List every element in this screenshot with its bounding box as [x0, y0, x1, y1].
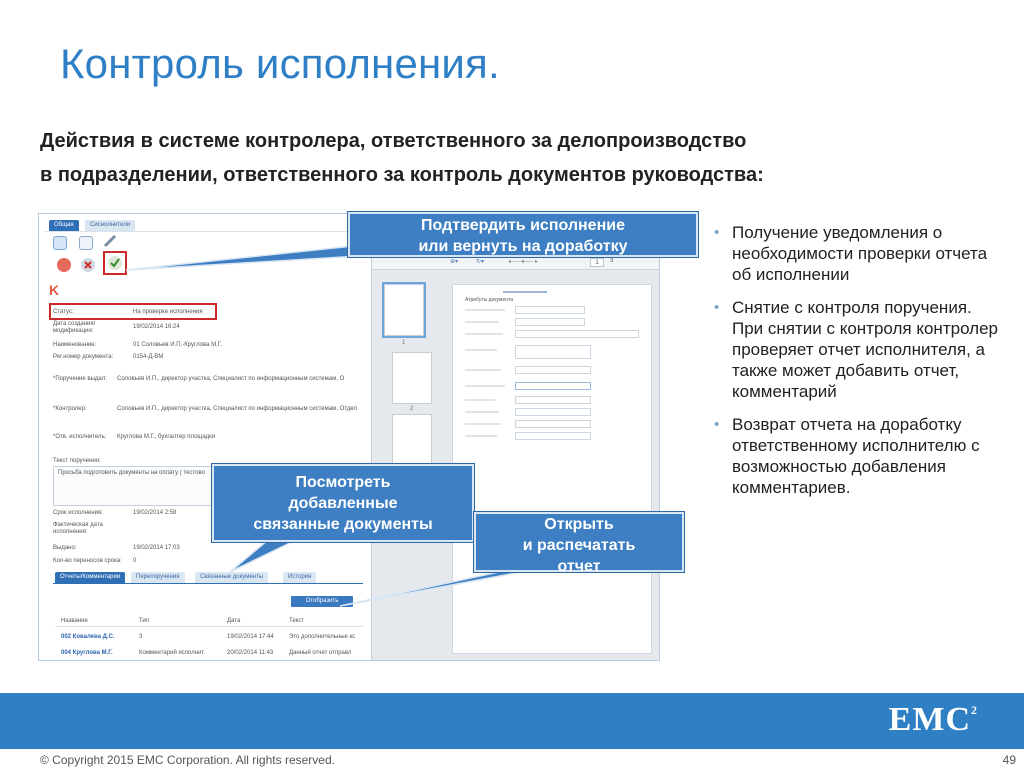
bullet-item	[712, 297, 1002, 402]
report-link[interactable]: 004 Круглова М.Г.	[61, 650, 113, 656]
callout-line: Открыть	[544, 516, 614, 533]
field-label: *Отв. исполнитель:	[53, 434, 107, 440]
field-value: 0	[133, 558, 137, 564]
callout-line: Подтвердить исполнение	[421, 217, 625, 234]
callout-line: отчет	[557, 558, 601, 575]
zoom-slider[interactable]: ◂ ──●── ▸	[508, 259, 538, 265]
logo-text: EMC	[888, 701, 971, 738]
page-total: 3	[610, 258, 614, 264]
page-heading: Атрибуты документа	[465, 297, 513, 303]
copyright: © Copyright 2015 EMC Corporation. All rights reserved.	[40, 753, 335, 767]
zoom-icon[interactable]: ⊕▾	[450, 259, 459, 265]
field-value: 19/02/2014 16:24	[133, 324, 180, 330]
table-header: Текст	[289, 618, 305, 624]
return-icon[interactable]	[81, 258, 95, 272]
table-cell: 20/02/2014 11:43	[227, 650, 274, 656]
slide-title: Контроль исполнения.	[60, 40, 500, 87]
rotate-icon[interactable]: ↻▾	[476, 259, 485, 265]
remove-control-icon[interactable]	[57, 258, 71, 272]
page-thumbnail[interactable]	[392, 352, 432, 404]
field-label: Кол-во переносов срока:	[53, 558, 122, 564]
callout-line: добавленные	[288, 495, 398, 512]
field-value: 01 Соловьев И.П.-Круглова М.Г.	[133, 342, 222, 348]
document-viewer[interactable]	[371, 254, 659, 661]
tab-reports[interactable]: Отчеты/Комментарии	[55, 572, 125, 583]
field-value: На проверке исполнения	[133, 309, 203, 315]
app-screenshot	[38, 213, 660, 661]
field-label: Рег.номер документа:	[53, 354, 114, 360]
page-number: 49	[1002, 753, 1016, 767]
field-label: Дата создания/модификации:	[53, 321, 96, 334]
subtitle-line-2: в подразделении, ответственного за контроль документов руководства:	[40, 164, 764, 186]
field-label: *Поручение выдал:	[53, 376, 107, 382]
field-value: Соловьев И.П., директор участка, Специалист по информационным системам, Отдел	[117, 406, 357, 412]
table-cell: 3	[139, 634, 143, 640]
card-icon[interactable]	[79, 236, 93, 250]
callout-line: связанные документы	[253, 516, 433, 533]
callout-line: и распечатать	[522, 537, 636, 554]
link-icon[interactable]	[103, 234, 117, 248]
table-header: Дата	[227, 618, 241, 624]
page-input[interactable]: 1	[590, 258, 604, 267]
emc-logo	[889, 701, 978, 739]
callout-view-docs	[212, 464, 474, 542]
bullet-icon: •	[714, 299, 720, 316]
logo-superscript: 2	[971, 703, 978, 717]
thumbnail-number: 2	[410, 406, 414, 412]
bullet-icon: •	[714, 224, 720, 241]
tab-reassignments[interactable]: Перепоручения	[131, 572, 185, 583]
field-label: Текст поручения:	[53, 458, 101, 464]
field-value: 0154-Д-ВМ	[133, 354, 164, 360]
field-value: Круглова М.Г., бухгалтер площадки	[117, 434, 216, 440]
page-thumbnail[interactable]	[384, 284, 424, 336]
bullet-item	[712, 222, 1002, 285]
field-label: *Контролер:	[53, 406, 87, 412]
status-k-icon: K	[49, 282, 60, 298]
table-header: Тип	[139, 618, 150, 624]
tab-general[interactable]: Общая	[49, 220, 79, 231]
callout-line: или вернуть на доработку	[418, 238, 628, 255]
table-header: Название	[61, 618, 88, 624]
bullet-list	[712, 222, 1002, 510]
show-button[interactable]: Отобразить	[291, 596, 353, 607]
confirm-icon-highlight	[103, 251, 127, 275]
footer-bar	[0, 693, 1024, 749]
bullet-icon: •	[714, 416, 720, 433]
slide-subtitle	[40, 124, 840, 192]
field-label: Фактическая дата исполнения:	[53, 522, 103, 535]
callout-print	[474, 512, 684, 575]
page-thumbnail[interactable]	[392, 414, 432, 466]
report-link[interactable]: 002 Ковалева Д.С.	[61, 634, 115, 640]
table-cell: Комментарий исполнит.	[139, 650, 206, 656]
thumbnail-number: 1	[402, 340, 406, 346]
tab-history[interactable]: История	[283, 572, 316, 583]
subtitle-line-1: Действия в системе контролера, ответственного за делопроизводство	[40, 130, 747, 152]
tab-executors[interactable]: Сиснолнители	[85, 220, 135, 231]
bullet-text: Получение уведомления о необходимости проверки отчета об исполнении	[732, 223, 988, 284]
table-cell: Это дополнительные кс	[289, 634, 356, 640]
field-value: Соловьев И.П., директор участка, Специалист по информационным системам, О	[117, 376, 345, 382]
tab-related-docs[interactable]: Связанные документы	[195, 572, 268, 583]
field-label: Срок исполнения:	[53, 510, 103, 516]
document-page	[452, 284, 652, 654]
document-icon[interactable]	[53, 236, 67, 250]
field-label: Статус:	[53, 309, 74, 315]
field-label: Наименование:	[53, 342, 97, 348]
bullet-text: Снятие с контроля поручения. При снятии с контроля контролер проверяет отчет исполнителя, а также может добавить отчет, комментарий	[732, 298, 998, 401]
assignment-text: Просьба подготовить документы на оплату ( тестово	[58, 470, 205, 476]
callout-confirm	[348, 212, 698, 257]
field-value: 19/02/2014 17:03	[133, 545, 180, 551]
table-cell: 19/02/2014 17:44	[227, 634, 274, 640]
bullet-text: Возврат отчета на доработку ответственному исполнителю с возможностью добавления комментариев.	[732, 415, 980, 497]
field-label: Выдано:	[53, 545, 77, 551]
field-value: 19/02/2014 2:58	[133, 510, 177, 516]
table-cell: Данный отчет отправл	[289, 650, 352, 656]
callout-line: Посмотреть	[295, 474, 391, 491]
bullet-item	[712, 414, 1002, 498]
